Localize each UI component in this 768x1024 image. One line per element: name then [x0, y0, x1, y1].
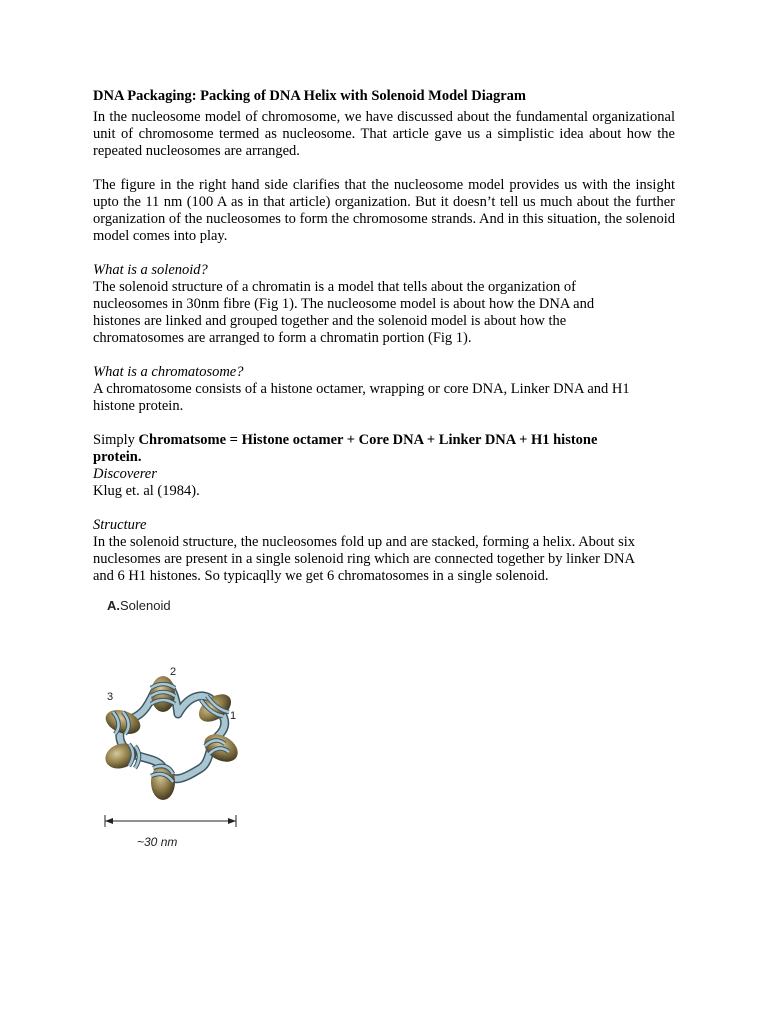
nucleosome-6 [151, 764, 175, 800]
chromatosome-line-1: A chromatosome consists of a histone octamer, wrapping or core DNA, Linker DNA and H1 [93, 381, 630, 397]
scale-bar [105, 815, 236, 827]
intro-paragraph-1: In the nucleosome model of chromosome, we have discussed about the fundamental organizational unit of chromosome termed as nucleosome. That article gave us a simplistic idea about how the repeated nucleosomes are arranged. [93, 109, 675, 159]
formula-bold: Chromatsome = Histone octamer + Core DNA + Linker DNA + H1 histone [138, 432, 598, 448]
solenoid-line-2: nucleosomes in 30nm fibre (Fig 1). The nucleosome model is about how the DNA and [93, 296, 595, 312]
figure-label-letter: A. [107, 598, 120, 613]
solenoid-figure [93, 596, 263, 856]
nucleosome-label-3: 3 [107, 691, 114, 703]
discoverer-text: Klug et. al (1984). [93, 483, 200, 499]
solenoid-heading: What is a solenoid? [93, 262, 208, 278]
nucleosome-label-2: 2 [170, 666, 177, 678]
solenoid-diagram [93, 596, 263, 836]
nucleosome-5 [102, 739, 140, 772]
structure-heading: Structure [93, 517, 147, 533]
document-body [93, 87, 675, 585]
solenoid-line-4: chromatosomes are arranged to form a chromatin portion (Fig 1). [93, 330, 472, 346]
discoverer-heading: Discoverer [93, 466, 157, 482]
formula-line [93, 432, 675, 449]
page-title: DNA Packaging: Packing of DNA Helix with Solenoid Model Diagram [93, 88, 526, 104]
nucleosome-2 [151, 676, 175, 712]
figure-label-text: Solenoid [120, 598, 171, 613]
formula-prefix: Simply [93, 432, 139, 448]
structure-line-3: and 6 H1 histones. So typicaqlly we get 6 chromatosomes in a single solenoid. [93, 568, 549, 584]
structure-line-1: In the solenoid structure, the nucleosomes fold up and are stacked, forming a helix. About six [93, 534, 636, 550]
chromatosome-line-2: histone protein. [93, 398, 184, 414]
solenoid-line-1: The solenoid structure of a chromatin is a model that tells about the organization of [93, 279, 576, 295]
solenoid-line-3: histones are linked and grouped together and the solenoid model is about how the [93, 313, 567, 329]
scale-label: ~30 nm [137, 835, 178, 849]
intro-paragraph-2: The figure in the right hand side clarifies that the nucleosome model provides us with the insight upto the 11 nm (100 A as in that article) organization. But it doesn’t tell us much about the further organization of the nucleosomes to form the chromosome strands. And in this situation, the solenoid model comes into play. [93, 177, 675, 244]
nucleosome-label-1: 1 [230, 710, 237, 722]
chromatosome-heading: What is a chromatosome? [93, 364, 244, 380]
formula-line-2: protein. [93, 449, 142, 465]
structure-line-2: nuclesomes are present in a single solenoid ring which are connected together by linker DNA [93, 551, 635, 567]
